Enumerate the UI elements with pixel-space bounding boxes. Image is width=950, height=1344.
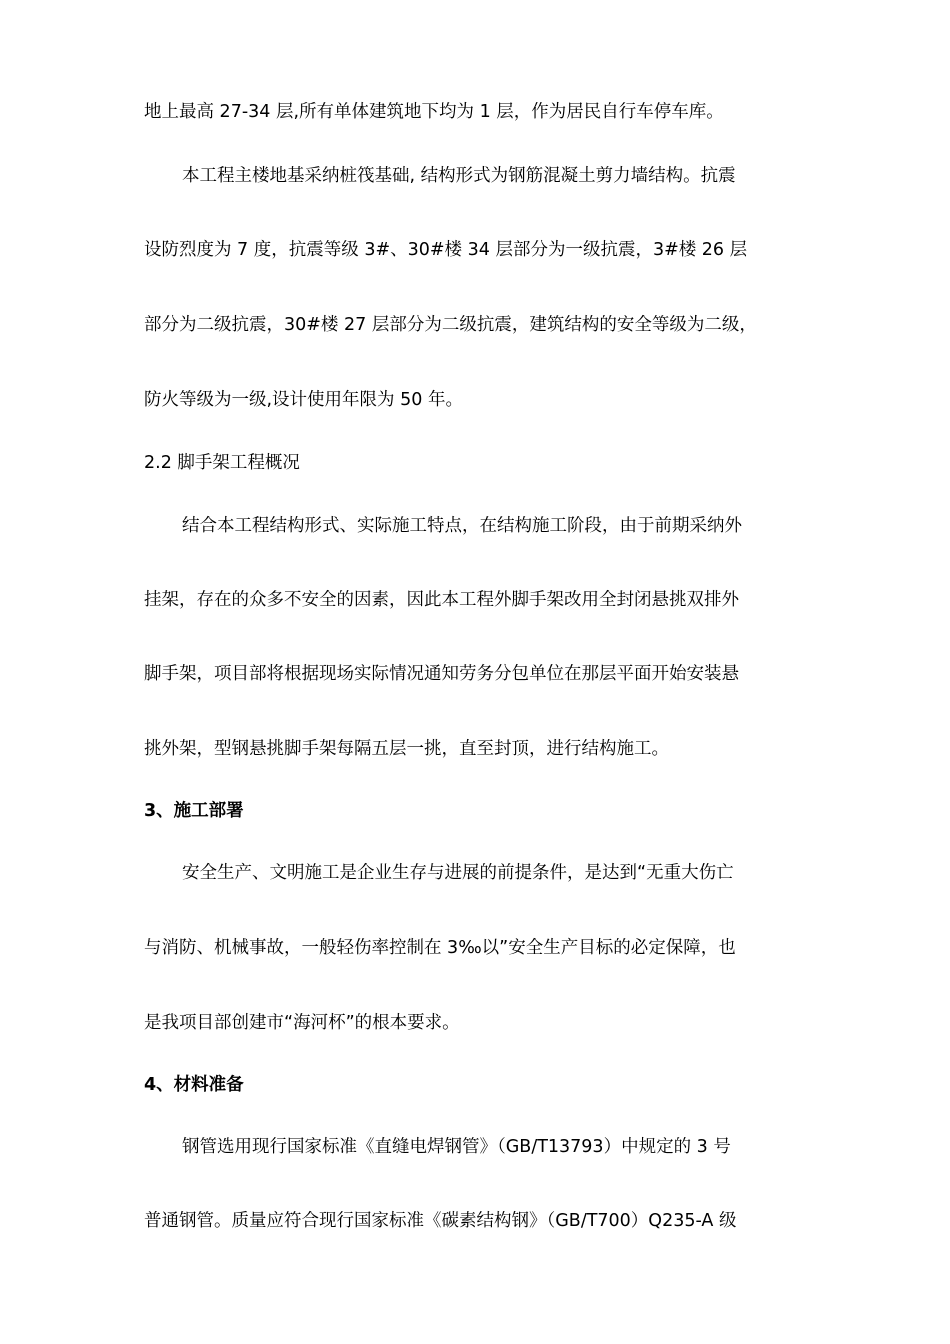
paragraph-line: 脚手架，项目部将根据现场实际情况通知劳务分包单位在那层平面开始安装悬 — [144, 664, 739, 684]
paragraph-line: 是我项目部创建市“海河杯”的根本要求。 — [144, 1013, 460, 1033]
paragraph-line: 本工程主楼地基采纳桩筏基础, 结构形式为钢筋混凝土剪力墙结构。抗震 — [182, 166, 736, 186]
paragraph-line: 结合本工程结构形式、实际施工特点，在结构施工阶段，由于前期采纳外 — [182, 516, 742, 536]
section-heading-4: 4、材料准备 — [144, 1075, 244, 1095]
paragraph-line: 部分为二级抗震，30#楼 27 层部分为二级抗震，建筑结构的安全等级为二级， — [144, 315, 757, 335]
section-heading-2-2: 2.2 脚手架工程概况 — [144, 453, 300, 473]
paragraph-line: 设防烈度为 7 度，抗震等级 3#、30#楼 34 层部分为一级抗震，3#楼 26 层 — [144, 240, 748, 260]
paragraph-line: 普通钢管。质量应符合现行国家标准《碳素结构钢》（GB/T700）Q235-A 级 — [144, 1211, 737, 1231]
paragraph-line: 挂架，存在的众多不安全的因素，因此本工程外脚手架改用全封闭悬挑双排外 — [144, 590, 739, 610]
paragraph-line: 挑外架，型钢悬挑脚手架每隔五层一挑，直至封顶，进行结构施工。 — [144, 739, 669, 759]
paragraph-line: 钢管选用现行国家标准《直缝电焊钢管》（GB/T13793）中规定的 3 号 — [182, 1137, 731, 1157]
paragraph-line: 防火等级为一级,设计使用年限为 50 年。 — [144, 390, 463, 410]
paragraph-line: 安全生产、文明施工是企业生存与进展的前提条件，是达到“无重大伤亡 — [182, 863, 734, 883]
section-heading-3: 3、施工部署 — [144, 801, 244, 821]
paragraph-line: 地上最高 27-34 层,所有单体建筑地下均为 1 层，作为居民自行车停车库。 — [144, 102, 724, 122]
paragraph-line: 与消防、机械事故，一般轻伤率控制在 3‰以”安全生产目标的必定保障，也 — [144, 938, 736, 958]
